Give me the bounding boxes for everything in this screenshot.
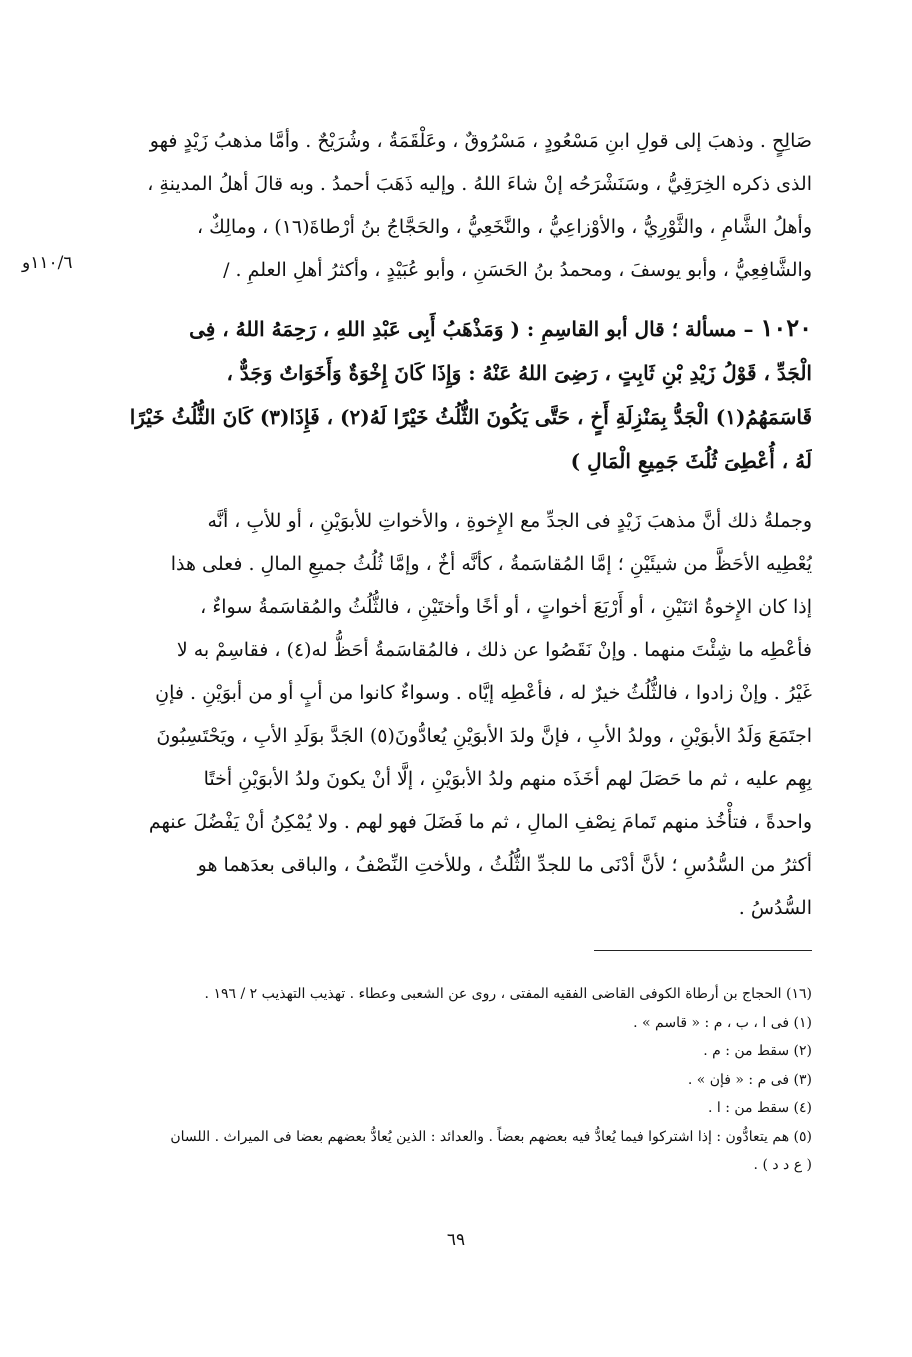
text-line: بِهِم عليه ، ثم ما حَصَلَ لهم أخَذَه منهم ولدُ الأبوَيْنِ ، إلَّا أنْ يكونَ ولدُ الأبوَيْنِ أختًا (203, 768, 812, 790)
text-line: وجملةُ ذلك أنَّ مذهبَ زَيْدٍ فى الجدِّ مع الإِخوةِ ، والأخواتِ للأبوَيْنِ ، أو للأبِ ، أنَّه (207, 510, 812, 532)
footnote: (١) فى ا ، ب ، م : « قاسم » . (633, 1014, 812, 1031)
footnote-divider (594, 950, 812, 951)
text-line: أكثرُ من السُّدُسِ ؛ لأنَّ أدْنَى ما للجدِّ الثُّلُثُ ، وللأختِ النِّصْفُ ، والباقى بعدَهما هو (197, 854, 812, 876)
footnote: (١٦) الحجاج بن أرطاة الكوفى القاضى الفقيه المفتى ، روى عن الشعبى وعطاء . تهذيب التهذيب ٢ / ١٩٦ . (204, 986, 812, 1002)
footnote: ( ع د د ) . (753, 1157, 812, 1173)
intro-paragraph (100, 120, 812, 292)
footnote: (٤) سقط من : ا . (707, 1100, 812, 1116)
text-line: صَالِحٍ . وذهبَ إلى قولِ ابنِ مَسْعُودٍ ، مَسْرُوقٌ ، وعَلْقَمَةُ ، وشُرَيْحٌ . وأمَّا مذهبُ زَيْدٍ فهو (149, 130, 812, 152)
text-line: وأهلُ الشَّامِ ، والثَّوْرِيُّ ، والأوْزاعِيُّ ، والنَّخَعِيُّ ، والحَجَّاجُ بنُ أرْطاةَ(١٦) ، ومالِكٌ ، (196, 216, 812, 238)
footnote: (٣) فى م : « فإن » . (687, 1071, 812, 1088)
text-line: اجتَمَعَ وَلَدُ الأبوَيْنِ ، وولدُ الأبِ ، فإنَّ ولدَ الأبوَيْنِ يُعادُّونَ(٥) الجَدَّ بوَلَدِ الأبِ ، ويَحْتَسِبُونَ (156, 725, 812, 747)
masala-number: ١٠٢٠ (760, 313, 812, 342)
text-line: السُّدُسُ . (738, 897, 812, 919)
page-number: ٦٩ (446, 1230, 466, 1250)
text-line: يُعْطِيه الأحَظَّ من شيئَيْنِ ؛ إمَّا المُقاسَمةُ ، كأنَّه أخٌ ، وإمَّا ثُلُثُ جميعِ المالِ . فعلى هذا (170, 553, 812, 575)
text-line: لَهُ ، أُعْطِىَ ثُلُثَ جَمِيعِ الْمَالِ ) (570, 449, 812, 473)
margin-reference: ١١٠/٦و (22, 253, 73, 273)
footnotes (100, 980, 812, 1180)
text-line: إذا كان الإِخوةُ اثنَيْنِ ، أو أَرْبَعَ أخواتٍ ، أو أخًا وأختَيْنِ ، فالثُّلُثُ والمُقاسَمةُ سواءٌ ، (200, 596, 812, 618)
text-line: الذى ذكره الخِرَقِيُّ ، وسَنَشْرَحُه إنْ شاءَ اللهُ . وإليه ذَهَبَ أحمدُ . وبه قالَ أهلُ المدينةِ ، (147, 173, 812, 195)
text-line: الْجَدِّ ، قَوْلُ زَيْدِ بْنِ ثَابِتٍ ، رَضِىَ اللهُ عَنْهُ : وَإِذَا كَانَ إِخْوَةٌ وَأَخَوَاتٌ وَجَدٌّ ، (226, 361, 812, 385)
explanation-paragraph (100, 500, 812, 930)
text-line: فأعْطِه ما شِئْتَ منهما . وإنْ نَقَصُوا عن ذلك ، فالمُقاسَمةُ أحَظُّ له(٤) ، فقاسِمْ به لا (176, 639, 812, 661)
text-line: قَاسَمَهُمُ(١) الْجَدُّ بِمَنْزِلَةِ أَخٍ ، حَتَّى يَكُونَ الثُّلُثُ خَيْرًا لَهُ(٢) ، فَإِذَا(٣) كَانَ الثُّلُثُ خَيْرًا (129, 405, 812, 429)
masala-paragraph (100, 306, 812, 483)
text-line: غَيْرُ . وإنْ زادوا ، فالثُّلُثُ خيرٌ له ، فأعْطِه إيَّاه . وسواءٌ كانوا من أبٍ أو من أبوَيْنِ . فإنِ (155, 682, 812, 704)
text-line (100, 306, 812, 351)
footnote: (٥) هم يتعادُّون : إذا اشتركوا فيما يُعادُّ فيه بعضهم بعضاً . والعدائد : الذين يُعادُّ بعضهم بعضا فى الميراث . اللسان (170, 1128, 812, 1145)
text-line: واحدةً ، فتأْخُذ منهم تَمامَ نِصْفِ المالِ ، ثم ما فَضَلَ فهو لهم . ولا يُمْكِنُ أنْ يَفْضُلَ عنهم (148, 811, 812, 833)
footnote: (٢) سقط من : م . (703, 1043, 812, 1059)
masala-heading-text: – مسألة ؛ قال أبو القاسِمِ : ( وَمَذْهَبُ أَبِى عَبْدِ اللهِ ، رَحِمَهُ اللهُ ، فِى (189, 317, 754, 341)
text-line: والشَّافِعِيُّ ، وأبو يوسفَ ، ومحمدُ بنُ الحَسَنِ ، وأبو عُبَيْدٍ ، وأكثرُ أهلِ العلمِ . / (223, 259, 812, 281)
